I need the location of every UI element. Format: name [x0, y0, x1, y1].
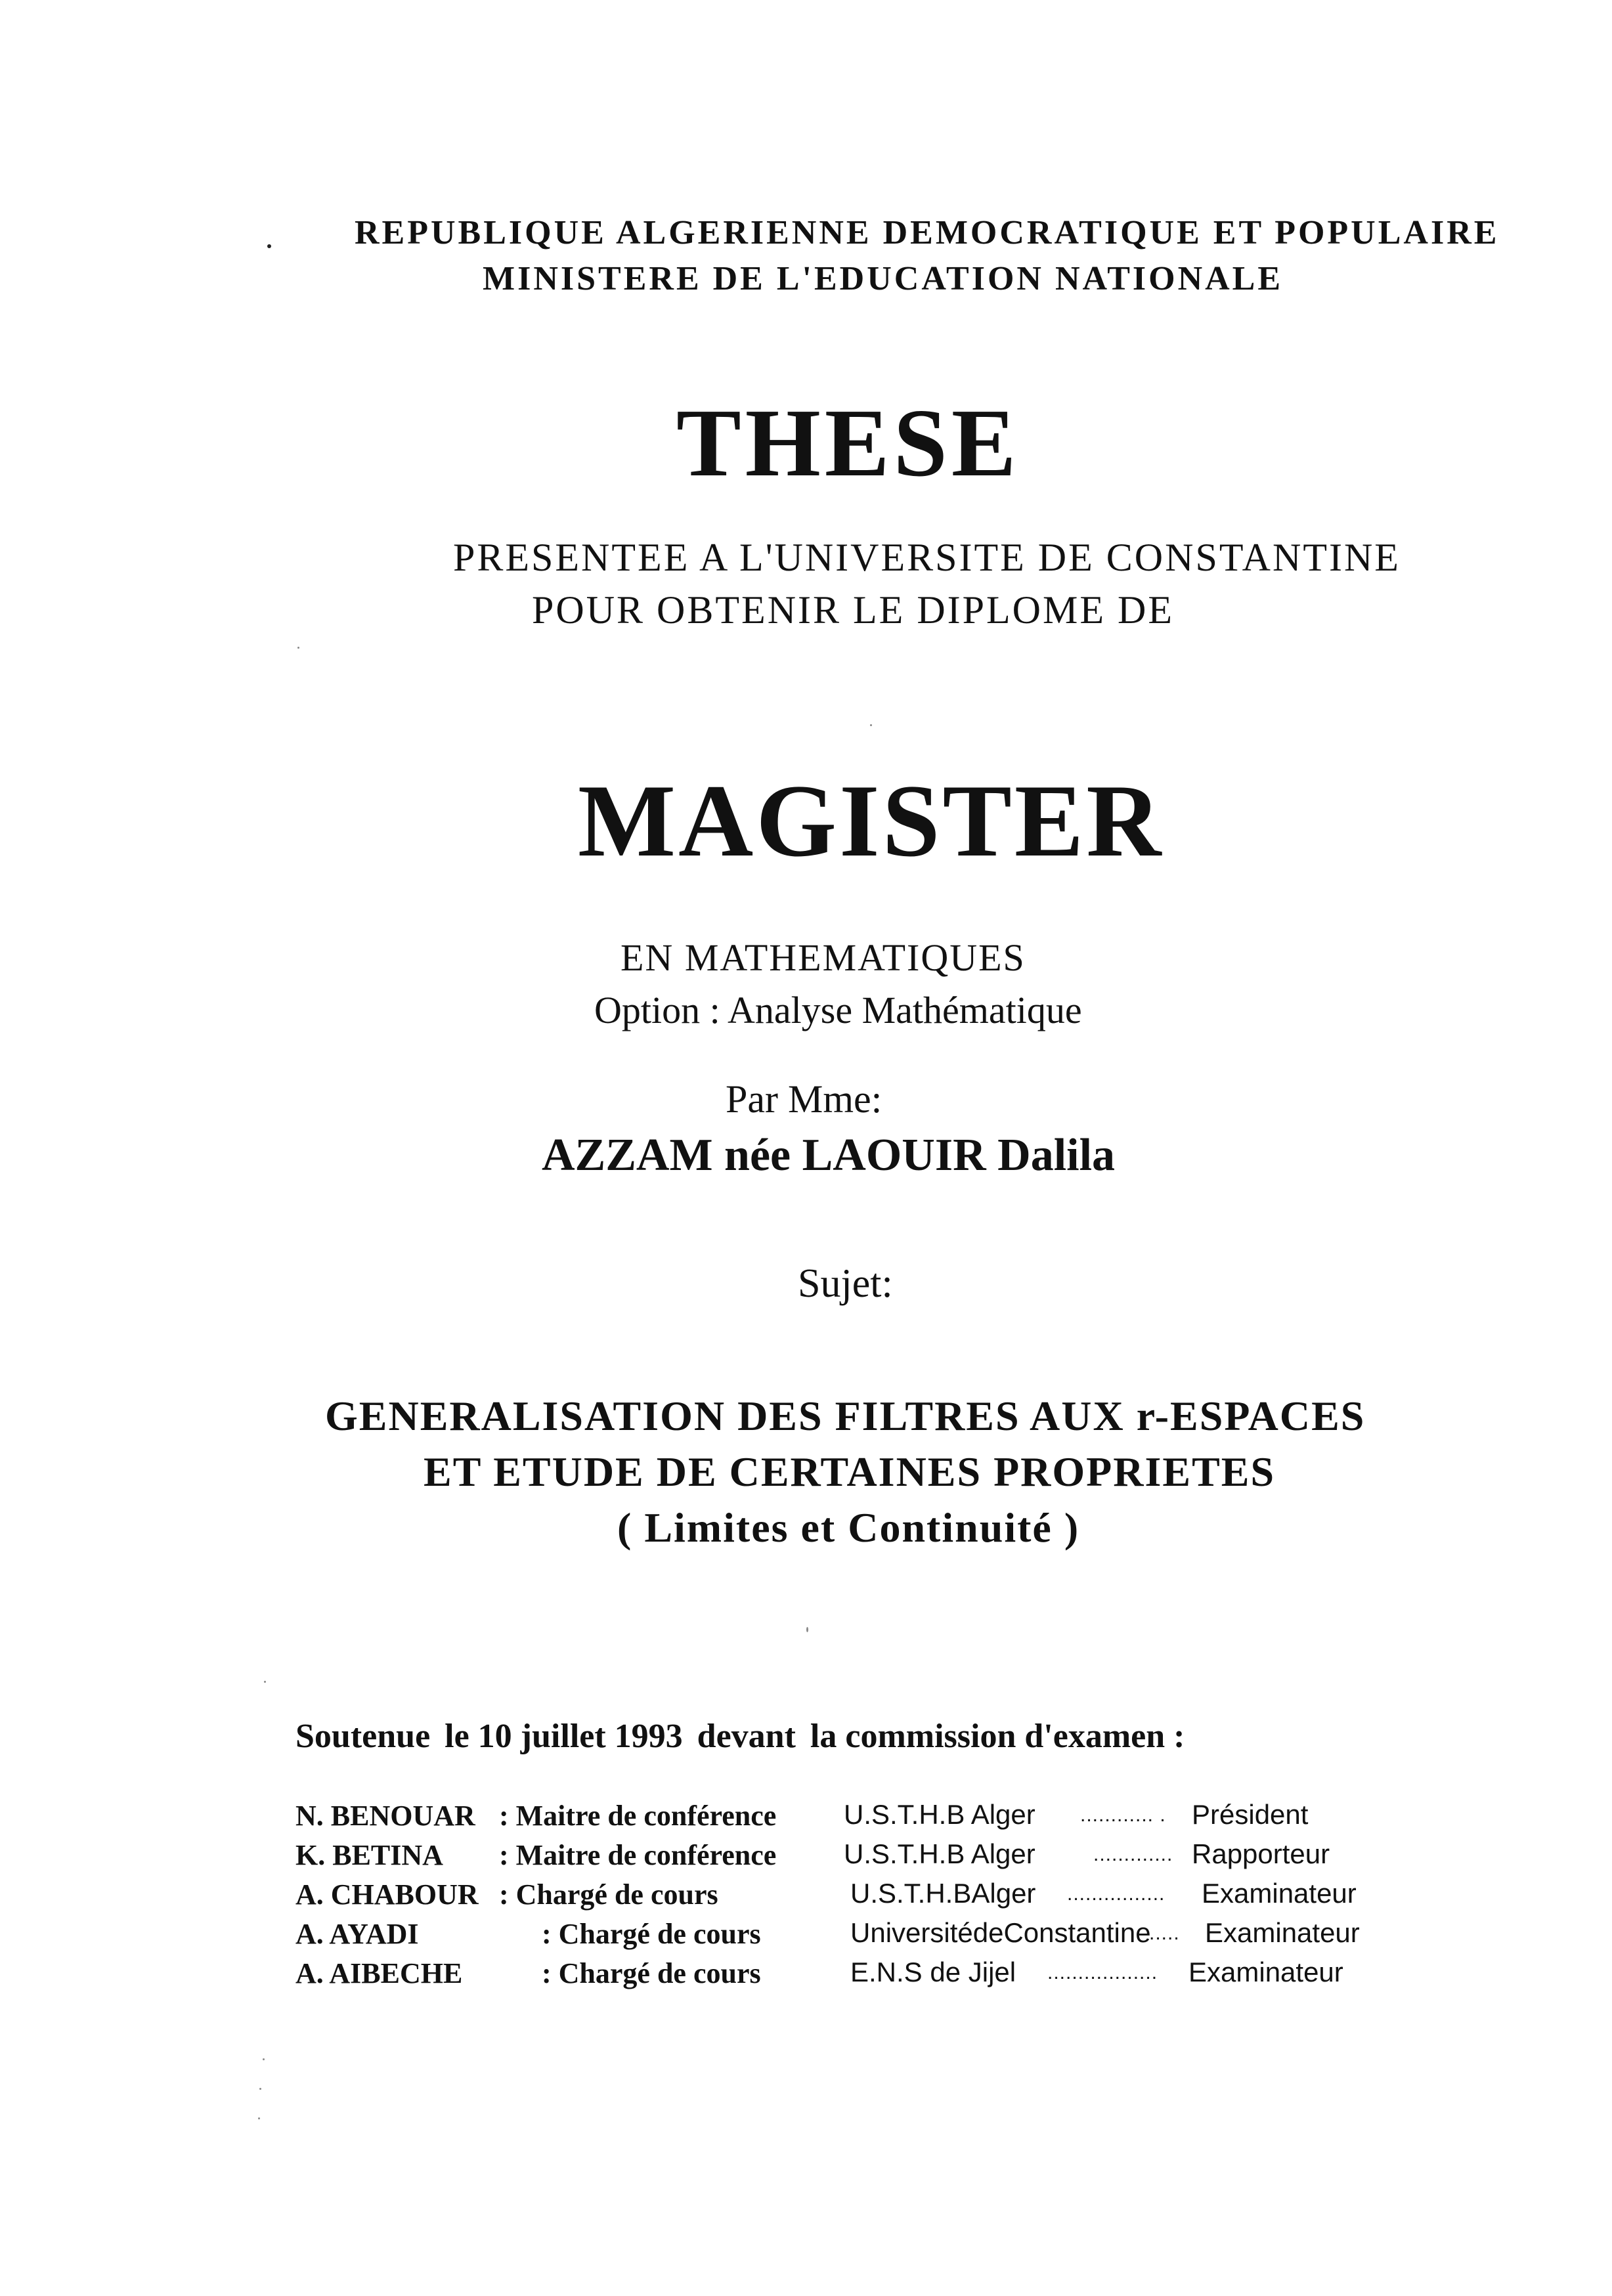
jury-row: [295, 1838, 1477, 1876]
jury-institution: UniversitédeConstantine: [850, 1917, 1151, 1948]
scan-speck: [267, 244, 271, 248]
jury-institution: E.N.S de Jijel: [850, 1957, 1016, 1987]
jury-row: [295, 1917, 1477, 1955]
jury-dots: ............ .: [1080, 1804, 1166, 1826]
jury-dots: ..................: [1047, 1962, 1158, 1983]
presentation-line-2: POUR OBTENIR LE DIPLOME DE: [532, 588, 1174, 632]
presentation-line-1: PRESENTEE A L'UNIVERSITE DE CONSTANTINE: [453, 536, 1401, 579]
scan-speck: [806, 1627, 808, 1632]
subject-title-line-2: ET ETUDE DE CERTAINES PROPRIETES: [424, 1448, 1276, 1495]
jury-qualite: Président: [1192, 1799, 1309, 1830]
jury-name: K. BETINA: [295, 1839, 443, 1871]
discipline-line: EN MATHEMATIQUES: [621, 936, 1026, 979]
document-type-title: THESE: [676, 389, 1020, 497]
scan-speck: [259, 2088, 261, 2090]
jury-institution: U.S.T.H.BAlger: [850, 1878, 1036, 1909]
jury-institution: U.S.T.H.B Alger: [844, 1838, 1035, 1869]
scan-speck: [263, 2058, 265, 2060]
jury-row: [295, 1878, 1477, 1916]
jury-name: N. BENOUAR: [295, 1800, 475, 1832]
option-line: Option : Analyse Mathématique: [594, 989, 1082, 1031]
defense-part-3: devant: [697, 1718, 796, 1755]
scan-speck: [264, 1681, 266, 1683]
jury-role: : Chargé de cours: [542, 1918, 761, 1950]
jury-name: A. CHABOUR: [295, 1878, 479, 1911]
diploma-title: MAGISTER: [578, 764, 1164, 878]
author-name: AZZAM née LAOUIR Dalila: [542, 1130, 1116, 1180]
jury-role: : Maitre de conférence: [499, 1800, 777, 1832]
scan-speck: [258, 2117, 260, 2119]
jury-row: [295, 1957, 1477, 1995]
jury-row: [295, 1799, 1477, 1837]
jury-name: A. AIBECHE: [295, 1957, 463, 1989]
subject-title-line-3: ( Limites et Continuité ): [617, 1504, 1080, 1551]
author-prefix: Par Mme:: [726, 1077, 882, 1121]
jury-qualite: Examinateur: [1202, 1878, 1357, 1909]
scan-speck: [297, 647, 299, 649]
jury-role: : Chargé de cours: [499, 1878, 718, 1911]
republic-heading: REPUBLIQUE ALGERIENNE DEMOCRATIQUE ET POPULAIRE: [355, 214, 1500, 251]
jury-institution: U.S.T.H.B Alger: [844, 1799, 1035, 1830]
defense-statement: [295, 1717, 1199, 1756]
defense-part-1: Soutenue: [295, 1718, 431, 1755]
jury-role: : Chargé de cours: [542, 1957, 761, 1989]
defense-part-4: la commission d'examen :: [810, 1718, 1185, 1755]
defense-part-2: le 10 juillet 1993: [445, 1718, 683, 1755]
jury-qualite: Rapporteur: [1192, 1838, 1330, 1869]
jury-name: A. AYADI: [295, 1918, 419, 1950]
jury-qualite: Examinateur: [1205, 1917, 1360, 1948]
jury-qualite: Examinateur: [1188, 1957, 1343, 1987]
jury-dots: ................: [1067, 1883, 1165, 1905]
scan-speck: [870, 724, 872, 726]
jury-dots: .............: [1093, 1844, 1173, 1865]
ministry-heading: MINISTERE DE L'EDUCATION NATIONALE: [483, 260, 1284, 297]
jury-role: : Maitre de conférence: [499, 1839, 777, 1871]
subject-title-line-1: GENERALISATION DES FILTRES AUX r-ESPACES: [325, 1393, 1366, 1439]
jury-dots: .....: [1149, 1922, 1180, 1944]
subject-label: Sujet:: [798, 1261, 893, 1306]
